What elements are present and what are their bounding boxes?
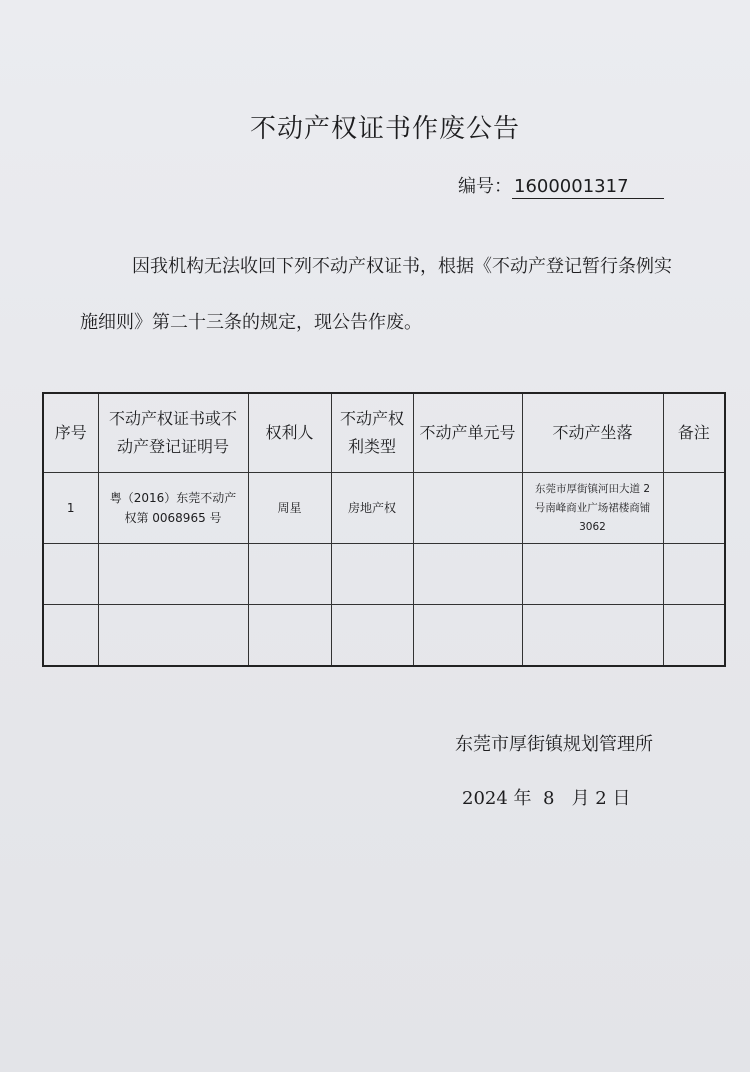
issue-date: 2024 年 8 月 2 日 bbox=[462, 788, 631, 809]
table-row bbox=[43, 473, 725, 544]
cell-right-type: 房地产权 bbox=[331, 473, 413, 544]
serial-number-line bbox=[458, 172, 664, 199]
issuer-name: 东莞市厚街镇规划管理所 bbox=[455, 734, 653, 755]
table-header-row bbox=[43, 393, 725, 473]
serial-label: 编号： bbox=[458, 176, 512, 197]
header-unit-number: 不动产单元号 bbox=[413, 393, 522, 473]
document-title: 不动产权证书作废公告 bbox=[249, 114, 520, 144]
header-holder: 权利人 bbox=[248, 393, 331, 473]
cell-unit-number bbox=[413, 473, 522, 544]
header-seq: 序号 bbox=[43, 393, 98, 473]
cell-remark bbox=[663, 473, 725, 544]
cell-location: 东莞市厚街镇河田大道 2 号南峰商业广场裙楼商铺 3062 bbox=[522, 473, 663, 544]
cell-certificate-number: 粤（2016）东莞不动产 权第 0068965 号 bbox=[98, 473, 248, 544]
cell-holder: 周星 bbox=[248, 473, 331, 544]
header-certificate-number: 不动产权证书或不 动产登记证明号 bbox=[98, 393, 248, 473]
announcement-paragraph-line-2: 施细则》第二十三条的规定，现公告作废。 bbox=[80, 312, 422, 333]
serial-number: 1600001317 bbox=[512, 176, 664, 199]
table-row-empty bbox=[43, 544, 725, 605]
announcement-paragraph-line-1: 因我机构无法收回下列不动产权证书，根据《不动产登记暂行条例实 bbox=[132, 256, 672, 277]
header-right-type: 不动产权 利类型 bbox=[331, 393, 413, 473]
header-remark: 备注 bbox=[663, 393, 725, 473]
cell-seq: 1 bbox=[43, 473, 98, 544]
certificate-table bbox=[42, 392, 724, 668]
header-location: 不动产坐落 bbox=[522, 393, 663, 473]
table-row-empty bbox=[43, 605, 725, 667]
